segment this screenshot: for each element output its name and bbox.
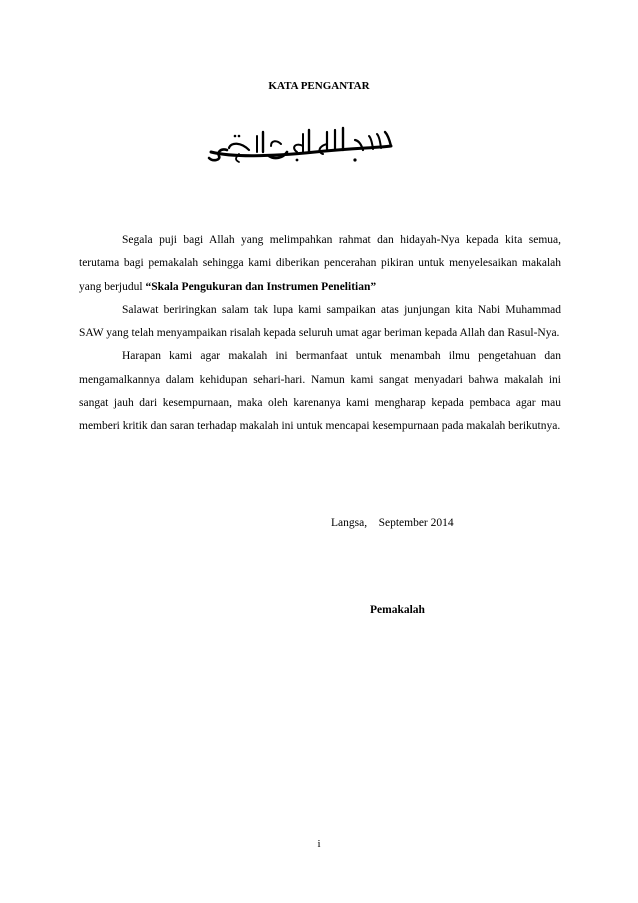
paper-title-emphasis: “Skala Pengukuran dan Instrumen Penelitian” — [145, 280, 377, 293]
paragraph-salawat — [79, 299, 561, 346]
paragraph-intro — [79, 229, 561, 299]
bismillah-calligraphy-icon — [205, 122, 397, 164]
paragraph-hope-text: Harapan kami agar makalah ini bermanfaat untuk menambah ilmu pengetahuan dan mengamalkannya dalam kehidupan sehari-hari. Namun kami sangat menyadari bahwa makalah ini sangat jauh dari kesempurnaan, maka oleh karenanya kami mengharap kepada pembaca agar mau memberi kritik dan saran terhadap makalah ini untuk mencapai kesempurnaan pada makalah berikutnya. — [79, 350, 561, 433]
paragraph-intro-text: Segala puji bagi Allah yang melimpahkan rahmat dan hidayah-Nya kepada kita semua, terutama bagi pemakalah sehingga kami diberikan pencerahan pikiran untuk menyelesaikan makalah yang berjudul — [79, 234, 561, 293]
page-number: i — [317, 838, 321, 850]
paragraph-hope — [79, 345, 561, 438]
body-text — [79, 229, 561, 439]
place-date: Langsa, September 2014 — [331, 517, 454, 529]
author-signature: Pemakalah — [370, 604, 425, 616]
paragraph-salawat-text: Salawat beriringkan salam tak lupa kami sampaikan atas junjungan kita Nabi Muhammad SAW yang telah menyampaikan risalah kepada seluruh umat agar beriman kepada Allah dan Rasul-Nya. — [79, 303, 561, 340]
page-title: KATA PENGANTAR — [268, 80, 370, 92]
